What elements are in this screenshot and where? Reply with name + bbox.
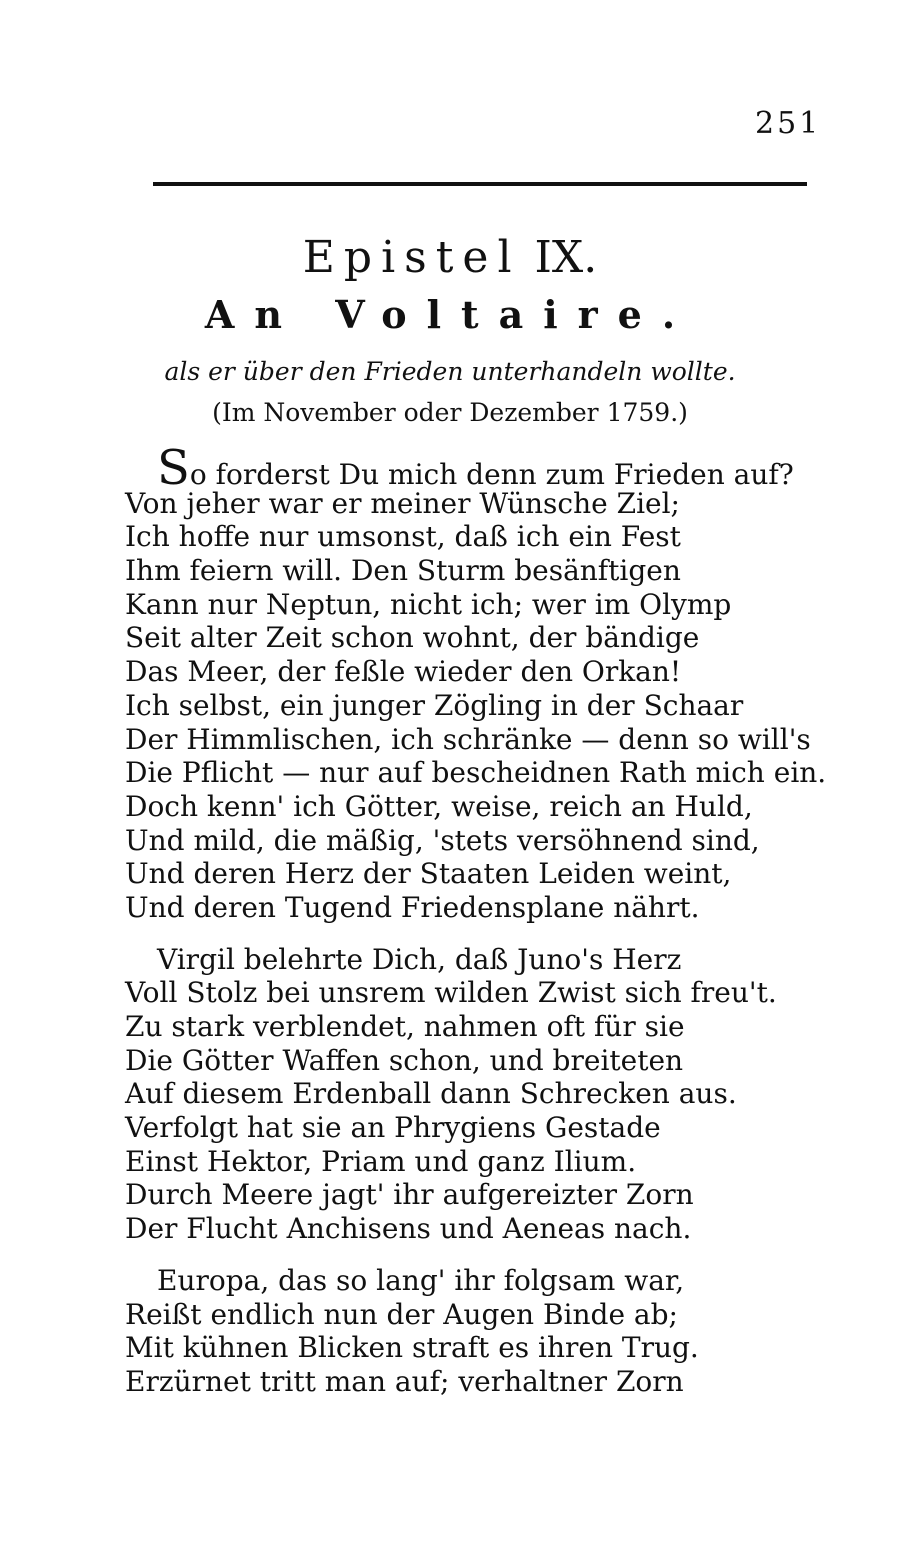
verse-line bbox=[125, 891, 825, 925]
stanza bbox=[125, 440, 827, 925]
subtitle: als er über den Frieden unterhandeln wollte. bbox=[164, 357, 736, 386]
verse-line bbox=[125, 1111, 825, 1145]
poem-body bbox=[125, 440, 827, 1399]
verse-text: Ich selbst, ein junger Zögling in der Schaar bbox=[125, 688, 744, 722]
verse-line bbox=[125, 1044, 825, 1078]
header-rule bbox=[153, 182, 807, 186]
verse-text: Von jeher war er meiner Wünsche Ziel; bbox=[125, 486, 680, 520]
stanza bbox=[125, 943, 825, 1246]
verse-text: Kann nur Neptun, nicht ich; wer im Olymp bbox=[125, 587, 732, 621]
verse-text: Zu stark verblendet, nahmen oft für sie bbox=[125, 1010, 685, 1043]
epistel-numeral: IX. bbox=[534, 232, 598, 283]
verse-text: Die Götter Waffen schon, und breiteten bbox=[125, 1043, 684, 1077]
verse-line bbox=[125, 1010, 825, 1044]
epistel-heading bbox=[0, 232, 900, 283]
verse-line bbox=[125, 689, 825, 723]
verse-line bbox=[125, 1178, 825, 1212]
verse-text: Und mild, die mäßig, 'stets versöhnend sind, bbox=[125, 823, 760, 857]
verse-line bbox=[125, 554, 825, 588]
verse-line bbox=[125, 520, 825, 554]
verse-line bbox=[125, 756, 825, 790]
verse-text: Europa, das so lang' ihr folgsam war, bbox=[157, 1263, 685, 1297]
verse-text: Und deren Herz der Staaten Leiden weint, bbox=[125, 857, 732, 891]
verse-line bbox=[125, 1331, 825, 1365]
verse-line bbox=[125, 655, 825, 689]
verse-line bbox=[125, 1264, 825, 1298]
verse-line bbox=[125, 790, 825, 824]
verse-line bbox=[125, 1212, 825, 1246]
verse-text: Erzürnet tritt man auf; verhaltner Zorn bbox=[125, 1364, 684, 1398]
verse-text: Voll Stolz bei unsrem wilden Zwist sich freu't. bbox=[125, 976, 777, 1010]
verse-text: Virgil belehrte Dich, daß Juno's Herz bbox=[157, 942, 682, 976]
verse-text: Seit alter Zeit schon wohnt, der bändige bbox=[125, 621, 700, 655]
verse-text: Und deren Tugend Friedensplane nährt. bbox=[125, 890, 700, 924]
verse-text: Der Himmlischen, ich schränke — denn so will's bbox=[125, 722, 811, 756]
verse-line bbox=[125, 943, 825, 977]
verse-text: Verfolgt hat sie an Phrygiens Gestade bbox=[125, 1111, 661, 1145]
verse-text: Doch kenn' ich Götter, weise, reich an Huld, bbox=[125, 789, 753, 823]
verse-line bbox=[125, 1298, 825, 1332]
verse-line bbox=[125, 1365, 825, 1399]
verse-line bbox=[125, 976, 825, 1010]
stanza bbox=[125, 1264, 825, 1399]
verse-text: Reißt endlich nun der Augen Binde ab; bbox=[125, 1297, 678, 1331]
drop-cap: S bbox=[157, 440, 190, 496]
verse-line bbox=[125, 487, 825, 521]
verse-line bbox=[125, 621, 825, 655]
addressee-heading: An Voltaire. bbox=[204, 292, 696, 337]
verse-text: Die Pflicht — nur auf bescheidnen Rath mich ein. bbox=[125, 756, 827, 790]
verse-text: o forderst Du mich denn zum Frieden auf? bbox=[189, 458, 794, 491]
date-note: (Im November oder Dezember 1759.) bbox=[212, 398, 688, 427]
verse-text: Ich hoffe nur umsonst, daß ich ein Fest bbox=[125, 520, 681, 554]
verse-line bbox=[125, 588, 825, 622]
verse-line bbox=[125, 857, 825, 891]
page-number: 251 bbox=[755, 106, 822, 141]
verse-text: Mit kühnen Blicken straft es ihren Trug. bbox=[125, 1331, 699, 1365]
verse-text: Auf diesem Erdenball dann Schrecken aus. bbox=[125, 1077, 737, 1111]
verse-text: Ihm feiern will. Den Sturm besänftigen bbox=[125, 554, 681, 588]
verse-line bbox=[125, 440, 825, 496]
verse-line bbox=[125, 1077, 825, 1111]
verse-text: Das Meer, der feßle wieder den Orkan! bbox=[125, 655, 682, 689]
verse-text: Durch Meere jagt' ihr aufgereizter Zorn bbox=[125, 1178, 694, 1212]
verse-line bbox=[125, 1145, 825, 1179]
verse-line bbox=[125, 824, 825, 858]
verse-line bbox=[125, 723, 825, 757]
verse-text: Der Flucht Anchisens und Aeneas nach. bbox=[125, 1212, 692, 1246]
verse-text: Einst Hektor, Priam und ganz Ilium. bbox=[125, 1144, 637, 1178]
epistel-word: Epistel bbox=[302, 232, 521, 283]
